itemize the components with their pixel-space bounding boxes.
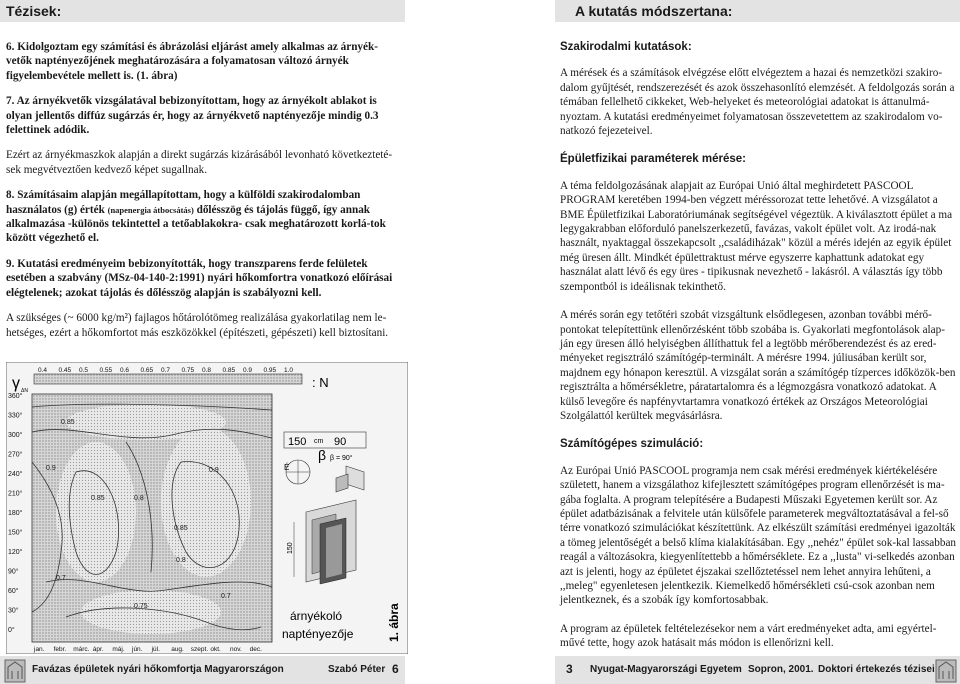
- x-tick-month: febr.: [53, 646, 67, 653]
- section-literature-text: A mérések és a számítások elvégzése előtt elvégeztem a hazai és nemzetközi szakiro-dalom gyűjtését, rendszerezését és azok összehasonlító elemzését. A feldolgozás során a témában fellelhető cikkeket, Web-helyeket és meteorológiai adatokat is áttanulmá-nyoztam. A kutatási eredményeimet folyamatosan összevetettem az szakirodalom vo-natkozó fejezeteivel.: [560, 67, 955, 138]
- dim-150-vertical: 150: [287, 542, 294, 554]
- x-tick-month: szept.: [190, 646, 209, 653]
- y-tick: 30°: [8, 607, 19, 615]
- university-logo-icon: [4, 659, 26, 683]
- y-tick: 300°: [8, 432, 23, 439]
- thesis-6-text: Kidolgoztam egy számítási és ábrázolási eljárást amely alkalmas az árnyék-vetők naptényezőjének meghatározására a folyamatosan változó árnyék figyelembevétele mellett is. (1. ábra): [6, 41, 378, 82]
- y-tick: 120°: [8, 549, 23, 556]
- legend-tick: 0.5: [79, 367, 89, 374]
- contour-region-2: [161, 427, 251, 577]
- section-simulation-text-1: Az Európai Unió PASCOOL programja nem csak mérési eredmények kiértékelésére született, hanem a vizsgálathoz kifejlesztett számítógépes program ellenőrzését is ma-gába foglalta. A program telepítésére a Budapesti Műszaki Egyetemen került sor. Az épület adatbázisának a felvitele után külsőfele parameterek megváltoztatásával a fel-ső térre vonatkozó szimulációkat készítettünk. Az elkészült számítási eredményei igazolták a tömeg jelentőségét a belső klíma kialakításában. Egy ,,nehéz" épület sok-kal lassabban reagál a változásokra, kiegyenlítettebb a hőmérséklete. Ez a ,,lusta" vi-selkedés azonban azt is jelenti, hogy az épületet éjszakai szellőztetéssel nem lehet annyira lehűteni, a ,,meleg" egyenletesen jelentkezik. Kiemelkedő hőmérsékleti csú-csok azonban nem jelentkeznek, és a szobák így komfortosabbak.: [560, 464, 956, 607]
- legend-tick: 0.45: [58, 367, 72, 374]
- legend-tick: 0.4: [38, 367, 48, 374]
- thesis-9-number: 9.: [6, 257, 15, 270]
- thesis-9-text: Kutatási eredményeim bebizonyították, hogy transzparens ferde felületek esetében a szabvány (MSz-04-140-2:1991) nyári hőkomfortra vonatkozó előírásai elégtelenek; azokat tájolás és dőlésszög alapján is szabályozni kell.: [6, 257, 393, 299]
- section-physics-text-2: A mérés során egy tetőtéri szobát vizsgáltunk elsődlegesen, azonban további mérő-pontokat telepítettünk ellenőrzésként több szobába is. Gyakorlati megfontolások alap-ján egy üresen álló helyiségben állíthattuk fel a legtöbb mérőberendezést és az ered-ményeket regisztráló számítógép-terminált. A mérésre 1994. júliusában került sor, majdnem egy hónapon keresztül. A vizsgálat során a számítógép tízperces időközök-ben regisztrálta a hőmérsékletre, páratartalomra és a légmozgásra vonatkozó adatokat. A külső levegőre és napfényvtartamra vonatkozó értékek az Országos Meteorológiai Szolgálattól kerültek megvásárlásra.: [560, 309, 956, 422]
- gamma-label: γ: [12, 375, 20, 392]
- contour-label: 0.75: [134, 603, 148, 610]
- legend-tick: 0.85: [222, 367, 236, 374]
- contour-region-4: [66, 404, 226, 440]
- footer-left-author: Szabó Péter: [328, 664, 386, 675]
- y-tick: 270°: [8, 451, 23, 459]
- y-tick: 0°: [8, 627, 15, 634]
- footer-left-page: 6: [392, 662, 399, 676]
- note-shadow-masks: Ezért az árnyékmaszkok alapján a direkt sugárzás kizárásából levonható következteté-sek megvétveztően kedvező képet sugallnak.: [6, 149, 393, 176]
- gamma-sub: ΔN: [21, 388, 28, 394]
- thesis-8-small: (napenergia átbocsátás): [107, 204, 194, 215]
- y-tick: 90°: [8, 568, 19, 576]
- thesis-8: [6, 188, 404, 246]
- section-literature-heading: Szakirodalmi kutatások:: [560, 41, 692, 53]
- left-header-title: Tézisek:: [6, 3, 62, 19]
- y-tick: 210°: [8, 490, 23, 498]
- section-simulation-text-2: A program az épületek feltételezésekor nem a várt eredményeket adta, ami egyértel-művé tette, hogy azok hatásait más módon is ellenőrizni kell.: [560, 622, 937, 650]
- contour-region-3: [81, 590, 221, 634]
- legend-tick: 0.6: [120, 367, 130, 374]
- y-tick: 180°: [8, 510, 23, 517]
- shading-factor-chart: [6, 362, 408, 654]
- figure-number: 1. ábra: [387, 603, 401, 642]
- contour-label: 0.8: [176, 557, 186, 564]
- dim-90: 90: [334, 436, 347, 448]
- contour-label: 0.9: [209, 467, 219, 474]
- thesis-6: [6, 40, 404, 83]
- beta-value: β = 90°: [330, 455, 353, 462]
- x-tick-month: ápr.: [92, 646, 104, 653]
- y-tick: 150°: [8, 529, 23, 537]
- legend-tick: 0.75: [181, 367, 195, 374]
- right-column: [560, 40, 956, 662]
- beta-symbol: β: [318, 447, 327, 463]
- note-thermal-mass: A szükséges (~ 6000 kg/m²) fajlagos hőtárolótömeg realizálása gyakorlatilag nem le-hetséges, ezért a hőkomfortot más eszközökkel (építészeti, gépészeti) kell biztosítani.: [6, 312, 389, 339]
- contour-label: 0.8: [134, 495, 144, 502]
- caption-line-1: árnyékoló: [290, 609, 343, 623]
- y-tick: 240°: [8, 471, 23, 478]
- y-tick: 60°: [8, 588, 19, 595]
- x-tick-month: jan.: [34, 646, 45, 653]
- section-physics-text-1: A téma feldolgozásának alapjait az Európai Unió által meghirdetett PASCOOL PROGRAM keretében 1994-ben végzett méréssorozat tette lehetővé. A vizsgálatot a BME Épületfizikai Laboratóriumának segítségével végeztük. A kiválasztott épület a ma legygakrabban előforduló panelszerkezetű, favázas, vakolt épület volt. Az irodá-nak használt, nyaktaggal összekapcsolt ,,családiházak" közül a mérés idején az egyik épület még üresen állt. Mindkét épülettraktust mérve egyszerre kaphattunk adatokat egy használat alatt lévő és egy üres - tipikusnak nevezhető - lakásról. A választás így több szempontból is ideálisnak tekinthető.: [560, 179, 953, 293]
- legend-tick: 1.0: [284, 367, 294, 374]
- legend-tick: 0.95: [263, 367, 277, 374]
- x-tick-month: márc.: [73, 646, 90, 653]
- footer-right-title: Doktori értekezés tézisei: [818, 664, 935, 675]
- x-tick-month: jún.: [132, 646, 143, 653]
- thesis-6-number: 6.: [6, 41, 15, 53]
- right-header-title: A kutatás módszertana:: [575, 3, 733, 19]
- x-tick-month: júl.: [151, 646, 160, 653]
- x-tick-month: aug.: [171, 646, 184, 653]
- section-simulation-heading: Számítógépes szimuláció:: [560, 438, 704, 451]
- left-column: [6, 40, 404, 351]
- compass-north: É: [284, 463, 290, 472]
- thesis-7-text: Az árnyékvetők vizsgálatával bebizonyítottam, hogy az árnyékolt ablakot is olyan jellentős diffúz sugárzás ér, hogy az árnyékvető naptényezője mindig 0.3 felettinek adódik.: [6, 95, 379, 137]
- contour-label: 0.7: [56, 575, 66, 582]
- contour-label: 0.85: [91, 495, 105, 502]
- figure-1: [6, 362, 408, 654]
- legend-tick: 0.8: [202, 367, 212, 374]
- x-tick-month: máj.: [112, 646, 125, 653]
- university-logo-icon: [935, 659, 957, 683]
- thesis-8-text-a: Számításaim alapján megállapítottam, hogy a külföldi szakirodalomban használatos (g) érték: [6, 189, 361, 216]
- thesis-7-number: 7.: [6, 95, 15, 108]
- compass-icon: [286, 460, 310, 484]
- dim-cm: cm: [314, 438, 324, 445]
- contour-label: 0.7: [221, 593, 231, 600]
- contour-label: 0.85: [61, 419, 75, 426]
- x-tick-month: dec.: [249, 646, 262, 653]
- footer-right-page: 3: [566, 662, 573, 676]
- y-tick: 330°: [8, 412, 23, 420]
- footer-right-place: Sopron, 2001.: [748, 664, 814, 675]
- thesis-7: [6, 94, 404, 137]
- contour-region-1: [56, 442, 136, 582]
- section-physics-heading: Épületfizikai paraméterek mérése:: [560, 153, 747, 166]
- thesis-8-number: 8.: [6, 189, 15, 202]
- y-tick: 360°: [8, 393, 23, 400]
- contour-label: 0.9: [46, 465, 56, 472]
- dim-150: 150: [288, 436, 307, 448]
- x-tick-month: okt.: [210, 646, 221, 653]
- footer-left-title: Favázas épületek nyári hőkomfortja Magyarországon: [32, 664, 284, 675]
- caption-line-2: naptényezője: [282, 627, 354, 641]
- x-tick-month: nov.: [230, 646, 242, 653]
- footer-right-conf: Nyugat-Magyarországi Egyetem: [590, 664, 742, 675]
- legend-gradient: [34, 374, 302, 384]
- contour-label: 0.85: [174, 525, 188, 532]
- north-label: : N: [312, 375, 329, 390]
- thesis-8-text-b: dőlésszög és tájolás függő, így annak alkalmazása -különös tekintettel a tetőablakokra- csak meghatározott korlá-tok között végezhető el.: [6, 203, 386, 245]
- legend-tick: 0.7: [161, 367, 171, 374]
- thesis-9: [6, 257, 404, 300]
- legend-tick: 0.9: [243, 367, 253, 374]
- legend-tick: 0.65: [140, 367, 154, 374]
- legend-tick: 0.55: [99, 367, 113, 374]
